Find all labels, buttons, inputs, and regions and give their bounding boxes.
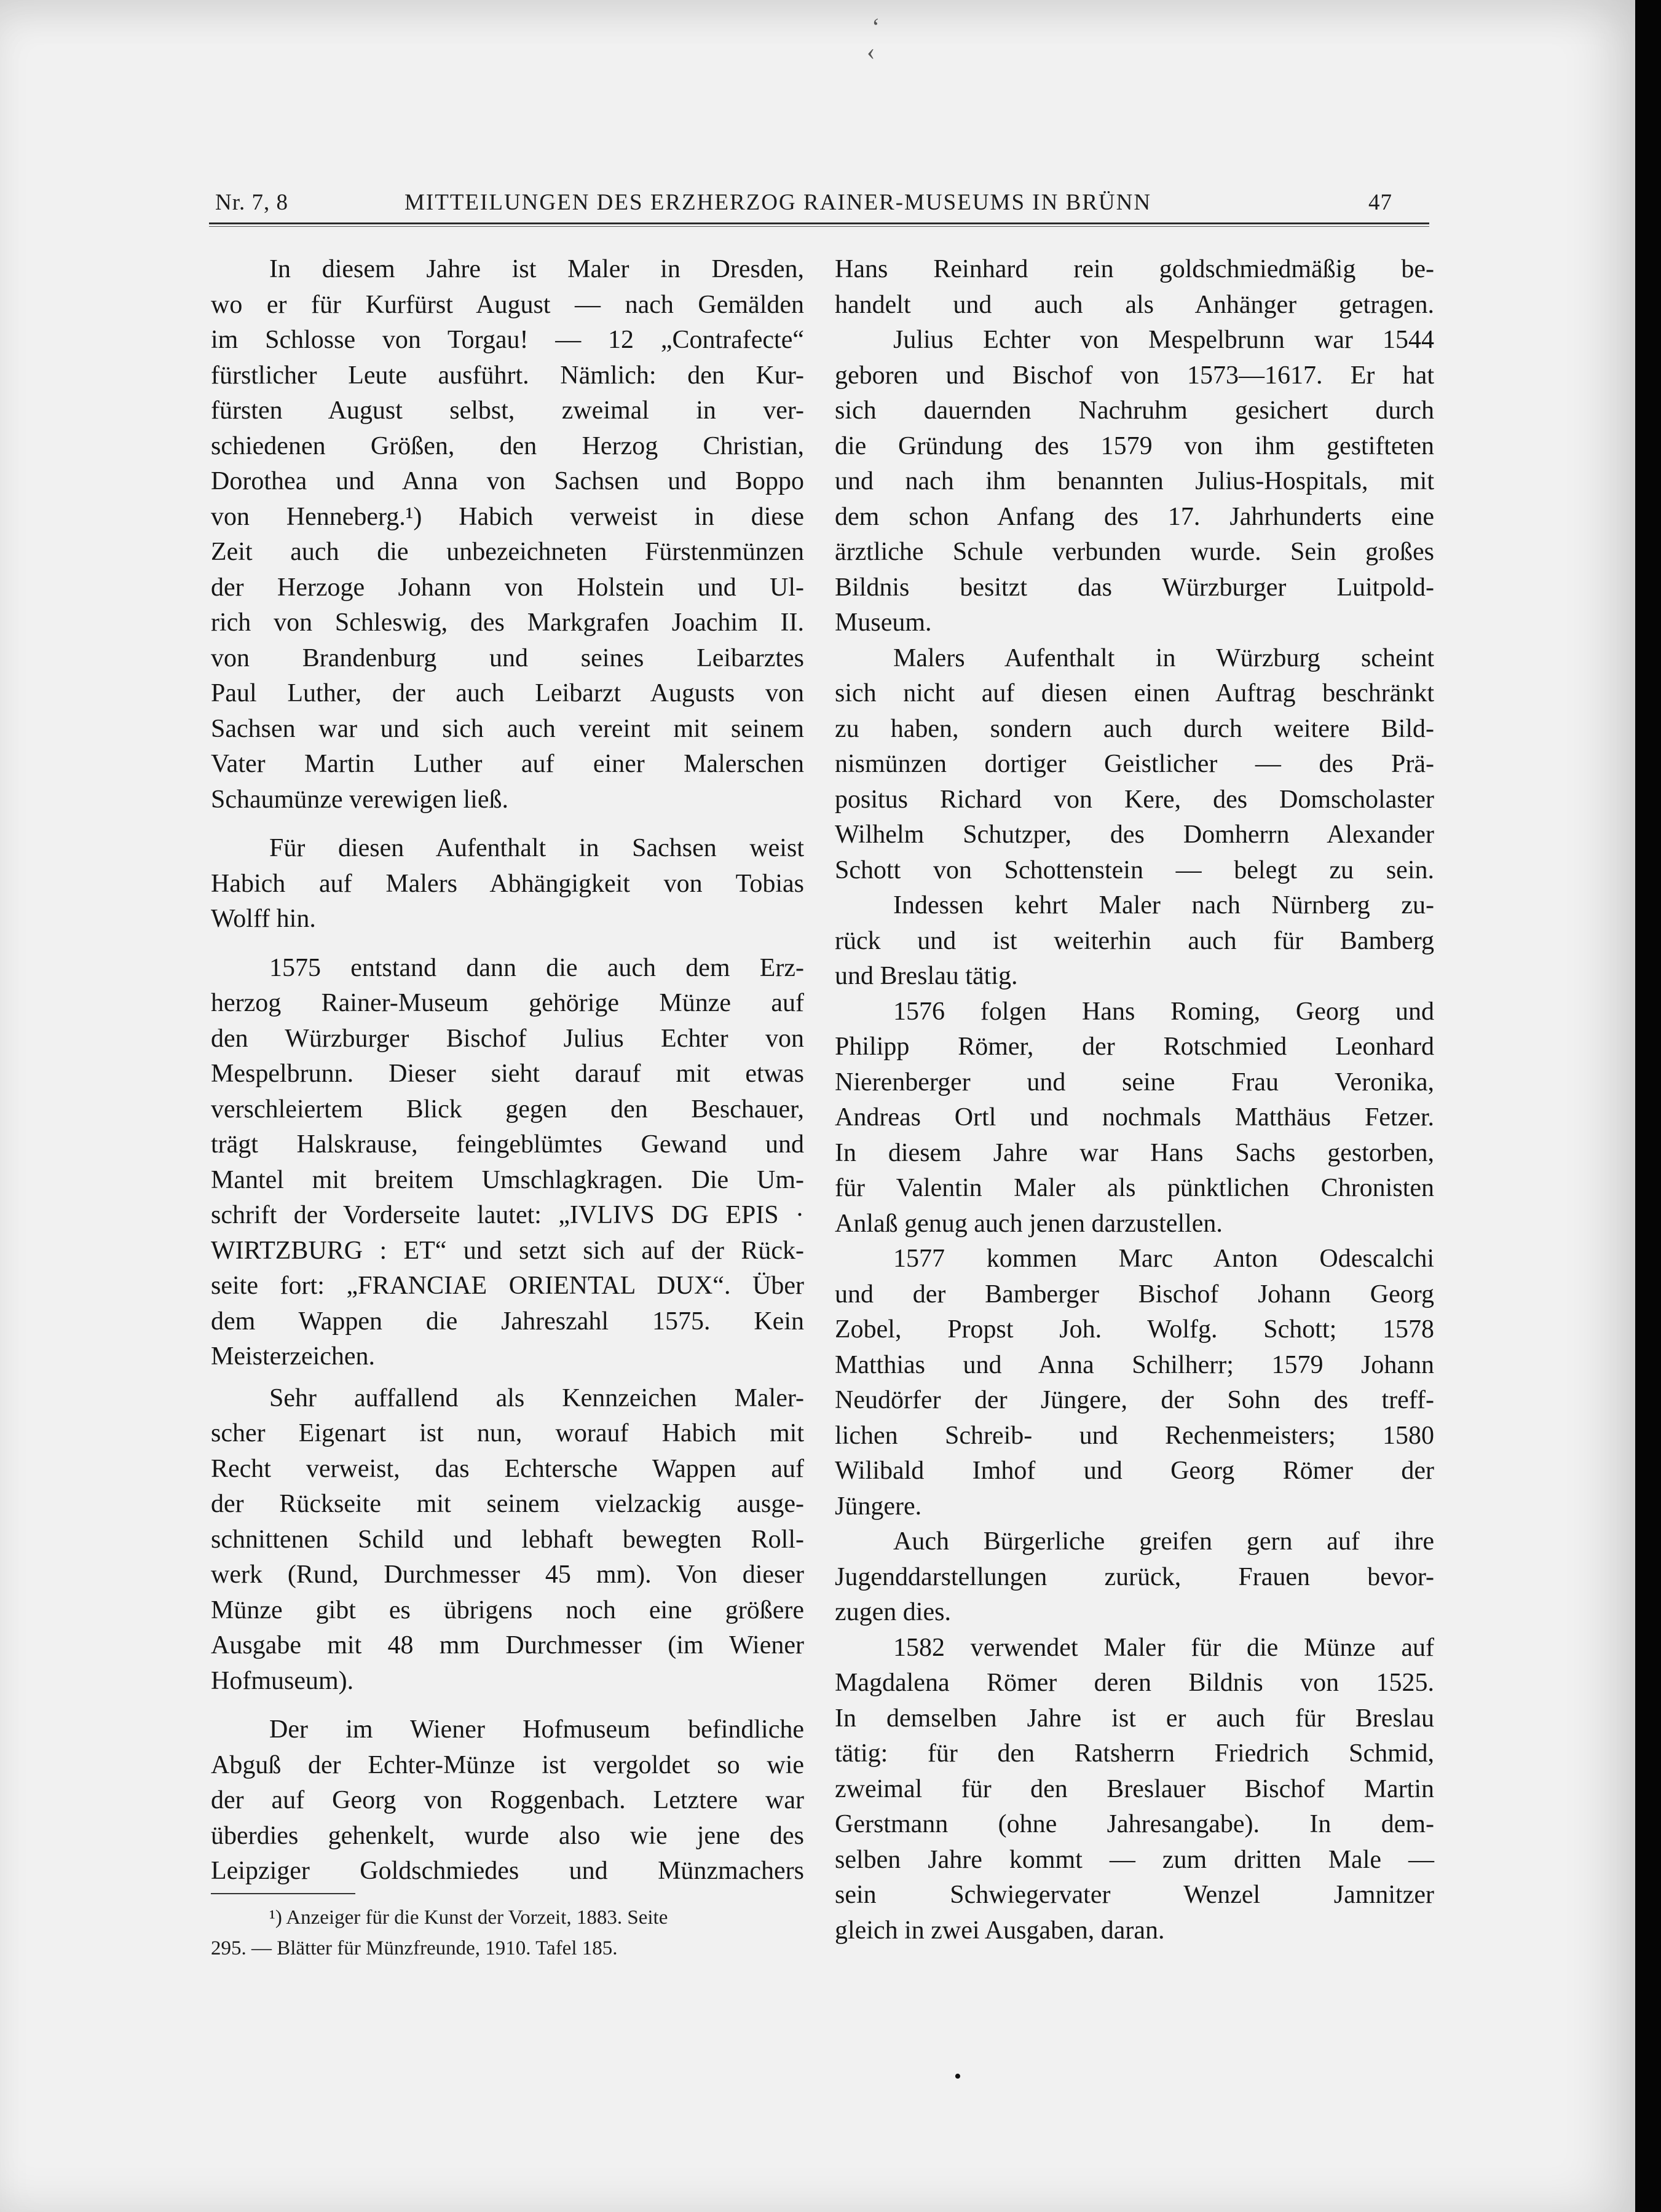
text-line: Wilhelm Schutzper, des Domherrn Alexander <box>835 821 1434 849</box>
paragraph-cont <box>211 867 804 937</box>
text-line: Anlaß genug auch jenen darzustellen. <box>835 1209 1223 1238</box>
text-line: für Valentin Maler als pünktlichen Chronisten <box>835 1174 1434 1202</box>
text-line: zweimal für den Breslauer Bischof Martin <box>835 1774 1434 1803</box>
text-line: gleich in zwei Ausgaben, daran. <box>835 1916 1165 1945</box>
text-line: Mantel mit breitem Umschlagkragen. Die Um- <box>211 1165 804 1194</box>
text-line: die Gründung des 1579 von ihm gestifteten <box>835 431 1434 460</box>
page-number: 47 <box>1368 190 1392 215</box>
text-line: Sehr auffallend als Kennzeichen Maler- <box>269 1383 804 1412</box>
journal-title: MITTEILUNGEN DES ERZHERZOG RAINER-MUSEUMS IN BRÜNN <box>404 190 1152 215</box>
footnote-line: ¹) Anzeiger für die Kunst der Vorzeit, 1883. Seite <box>269 1907 668 1929</box>
text-line: scher Eigenart ist nun, worauf Habich mit <box>211 1419 804 1447</box>
text-line: der Herzoge Johann von Holstein und Ul- <box>211 573 804 602</box>
paragraph <box>211 951 804 986</box>
text-line: Für diesen Aufenthalt in Sachsen weist <box>269 834 804 862</box>
text-line: wo er für Kurfürst August — nach Gemälden <box>211 290 804 319</box>
text-line: Hofmuseum). <box>211 1666 354 1695</box>
paragraph <box>835 323 1434 358</box>
bottom-dot: • <box>954 2065 961 2088</box>
text-line: zu haben, sondern auch durch weitere Bild- <box>835 714 1434 743</box>
text-line: Zobel, Propst Joh. Wolfg. Schott; 1578 <box>835 1315 1434 1344</box>
text-line: Jüngere. <box>835 1492 922 1521</box>
text-line: dem Wappen die Jahreszahl 1575. Kein <box>211 1307 804 1336</box>
text-line: positus Richard von Kere, des Domscholaster <box>835 785 1434 814</box>
text-line: von Henneberg.¹) Habich verweist in diese <box>211 502 804 531</box>
text-line: den Würzburger Bischof Julius Echter von <box>211 1024 804 1053</box>
text-line: WIRTZBURG : ET“ und setzt sich auf der Rück- <box>211 1236 804 1265</box>
text-line: In diesem Jahre war Hans Sachs gestorben, <box>835 1138 1434 1167</box>
paragraph-cont <box>835 252 1434 323</box>
text-line: und der Bamberger Bischof Johann Georg <box>835 1280 1434 1309</box>
paragraph-cont <box>211 288 804 818</box>
text-line: Auch Bürgerliche greifen gern auf ihre <box>893 1527 1434 1556</box>
text-line: Julius Echter von Mespelbrunn war 1544 <box>893 326 1434 354</box>
text-line: trägt Halskrause, feingeblümtes Gewand und <box>211 1130 804 1159</box>
text-line: rück und ist weiterhin auch für Bamberg <box>835 926 1434 955</box>
text-line: Malers Aufenthalt in Würzburg scheint <box>893 644 1434 672</box>
top-mark-2: ‹ <box>867 37 875 65</box>
text-line: fürstlicher Leute ausführt. Nämlich: den Kur- <box>211 361 804 390</box>
text-line: 1582 verwendet Maler für die Münze auf <box>893 1633 1434 1662</box>
text-line: In diesem Jahre ist Maler in Dresden, <box>269 255 804 283</box>
header-rule <box>209 222 1429 224</box>
text-line: 1576 folgen Hans Roming, Georg und <box>893 997 1434 1026</box>
text-line: werk (Rund, Durchmesser 45 mm). Von dieser <box>211 1561 804 1589</box>
text-line: zugen dies. <box>835 1598 951 1626</box>
text-line: Wolff hin. <box>211 905 316 933</box>
text-line: schnittenen Schild und lebhaft bewegten Roll- <box>211 1525 804 1554</box>
paragraph-cont <box>835 1560 1434 1631</box>
paragraph-cont <box>835 1666 1434 1948</box>
text-line: Münze gibt es übrigens noch eine größere <box>211 1596 804 1624</box>
paragraph <box>835 1524 1434 1560</box>
paragraph <box>835 994 1434 1030</box>
footnote-rule <box>211 1893 355 1894</box>
text-line: Neudörfer der Jüngere, der Sohn des treff- <box>835 1386 1434 1414</box>
text-line: schrift der Vorderseite lautet: „IVLIVS DG EPIS · <box>211 1201 804 1229</box>
text-line: tätig: für den Ratsherrn Friedrich Schmid, <box>835 1739 1434 1768</box>
text-line: ärztliche Schule verbunden wurde. Sein großes <box>835 538 1434 566</box>
text-line: sich dauernden Nachruhm gesichert durch <box>835 396 1434 425</box>
text-line: verschleiertem Blick gegen den Beschauer, <box>211 1095 804 1124</box>
text-line: der auf Georg von Roggenbach. Letztere war <box>211 1786 804 1814</box>
paragraph <box>211 252 804 288</box>
issue-number: Nr. 7, 8 <box>215 190 288 215</box>
text-line: sein Schwiegervater Wenzel Jamnitzer <box>835 1881 1434 1909</box>
page-header <box>209 184 1429 221</box>
text-line: herzog Rainer-Museum gehörige Münze auf <box>211 989 804 1017</box>
text-line: Schott von Schottenstein — belegt zu sein. <box>835 856 1434 884</box>
text-line: fürsten August selbst, zweimal in ver- <box>211 396 804 425</box>
header-rule-thin <box>209 226 1429 227</box>
text-line: Meisterzeichen. <box>211 1342 376 1371</box>
text-line: Sachsen war und sich auch vereint mit seinem <box>211 714 804 743</box>
scan-edge <box>1635 0 1661 2212</box>
text-line: Recht verweist, das Echtersche Wappen auf <box>211 1454 804 1483</box>
text-line: Schaumünze verewigen ließ. <box>211 785 508 814</box>
text-line: In demselben Jahre ist er auch für Breslau <box>835 1704 1434 1733</box>
right-column <box>835 252 1434 1948</box>
paragraph-cont <box>835 924 1434 994</box>
text-line: Wilibald Imhof und Georg Römer der <box>835 1457 1434 1485</box>
text-line: sich nicht auf diesen einen Auftrag beschränkt <box>835 679 1434 707</box>
text-line: Abguß der Echter-Münze ist vergoldet so wie <box>211 1750 804 1779</box>
paragraph-cont <box>835 1029 1434 1242</box>
paragraph <box>211 1712 804 1748</box>
text-line: Philipp Römer, der Rotschmied Leonhard <box>835 1033 1434 1061</box>
text-line: Nierenberger und seine Frau Veronika, <box>835 1068 1434 1096</box>
paragraph <box>835 641 1434 677</box>
left-column <box>211 252 804 1889</box>
text-line: Matthias und Anna Schilherr; 1579 Johann <box>835 1350 1434 1379</box>
text-line: Vater Martin Luther auf einer Malerschen <box>211 750 804 778</box>
text-line: lichen Schreib- und Rechenmeisters; 1580 <box>835 1421 1434 1450</box>
text-line: geboren und Bischof von 1573—1617. Er hat <box>835 361 1434 390</box>
text-line: seite fort: „FRANCIAE ORIENTAL DUX“. Über <box>211 1272 804 1300</box>
paragraph <box>211 831 804 867</box>
paragraph-cont <box>211 1416 804 1699</box>
text-line: und nach ihm benannten Julius-Hospitals, mit <box>835 467 1434 495</box>
text-line: überdies gehenkelt, wurde also wie jene des <box>211 1821 804 1850</box>
text-line: im Schlosse von Torgau! — 12 „Contrafecte“ <box>211 326 804 354</box>
paragraph-cont <box>211 986 804 1375</box>
paragraph-cont <box>835 676 1434 888</box>
text-line: rich von Schleswig, des Markgrafen Joachim II. <box>211 608 804 637</box>
paragraph <box>835 1242 1434 1277</box>
text-line: Museum. <box>835 608 932 637</box>
text-line: Der im Wiener Hofmuseum befindliche <box>269 1715 804 1744</box>
paragraph-cont <box>835 358 1434 641</box>
footnote-line: 295. — Blätter für Münzfreunde, 1910. Tafel 185. <box>211 1937 618 1959</box>
paragraph <box>835 1631 1434 1666</box>
text-line: und Breslau tätig. <box>835 962 1018 990</box>
text-line: Jugenddarstellungen zurück, Frauen bevor- <box>835 1562 1434 1591</box>
paragraph <box>835 888 1434 924</box>
text-line: dem schon Anfang des 17. Jahrhunderts eine <box>835 502 1434 531</box>
text-line: handelt und auch als Anhänger getragen. <box>835 290 1434 319</box>
text-line: Paul Luther, der auch Leibarzt Augusts von <box>211 679 804 707</box>
text-line: Indessen kehrt Maler nach Nürnberg zu- <box>893 891 1434 919</box>
text-line: Zeit auch die unbezeichneten Fürstenmünzen <box>211 538 804 566</box>
text-line: von Brandenburg und seines Leibarztes <box>211 644 804 672</box>
top-mark: ʻ <box>872 13 880 41</box>
footnotes <box>211 1902 804 1964</box>
text-line: Mespelbrunn. Dieser sieht darauf mit etwas <box>211 1060 804 1088</box>
text-line: 1577 kommen Marc Anton Odescalchi <box>893 1245 1434 1273</box>
text-line: schiedenen Größen, den Herzog Christian, <box>211 431 804 460</box>
text-line: Magdalena Römer deren Bildnis von 1525. <box>835 1669 1434 1697</box>
text-line: Bildnis besitzt das Würzburger Luitpold- <box>835 573 1434 602</box>
text-line: Habich auf Malers Abhängigkeit von Tobias <box>211 869 804 898</box>
text-line: der Rückseite mit seinem vielzackig ausge- <box>211 1490 804 1518</box>
text-line: Hans Reinhard rein goldschmiedmäßig be- <box>835 255 1434 283</box>
text-line: Dorothea und Anna von Sachsen und Boppo <box>211 467 804 495</box>
text-line: Andreas Ortl und nochmals Matthäus Fetzer. <box>835 1103 1434 1132</box>
text-line: 1575 entstand dann die auch dem Erz- <box>269 953 804 982</box>
text-line: nismünzen dortiger Geistlicher — des Prä- <box>835 750 1434 778</box>
text-line: Gerstmann (ohne Jahresangabe). In dem- <box>835 1810 1434 1838</box>
paragraph-cont <box>211 1748 804 1889</box>
text-line: Ausgabe mit 48 mm Durchmesser (im Wiener <box>211 1631 804 1659</box>
paragraph-cont <box>835 1277 1434 1525</box>
text-line: selben Jahre kommt — zum dritten Male — <box>835 1845 1434 1874</box>
paragraph <box>211 1381 804 1417</box>
text-line: Leipziger Goldschmiedes und Münzmachers <box>211 1857 804 1885</box>
